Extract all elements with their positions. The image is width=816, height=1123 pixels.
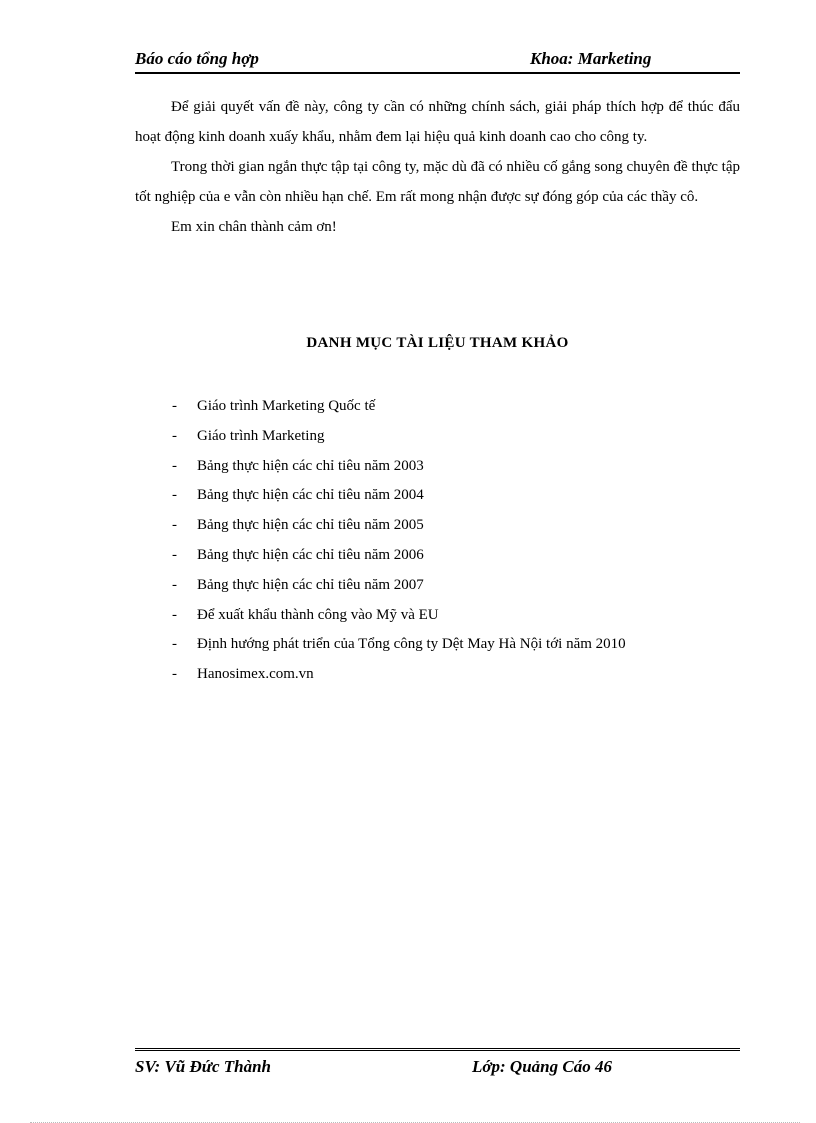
footer-class: Lớp: Quảng Cáo 46 bbox=[472, 1057, 612, 1076]
list-bullet: - bbox=[172, 546, 177, 563]
list-bullet: - bbox=[172, 457, 177, 474]
page-footer bbox=[135, 1048, 740, 1081]
reference-text: Bảng thực hiện các chỉ tiêu năm 2007 bbox=[197, 576, 424, 593]
body-paragraph: Để giải quyết vấn đề này, công ty cần có những chính sách, giải pháp thích hợp để thúc đẩu hoạt động kinh doanh xuấy khẩu, nhằm đem lại hiệu quả kinh doanh cao cho công ty. bbox=[135, 99, 740, 145]
reference-text: Hanosimex.com.vn bbox=[197, 666, 314, 683]
references-heading: DANH MỤC TÀI LIỆU THAM KHẢO bbox=[306, 335, 569, 351]
list-bullet: - bbox=[172, 636, 177, 653]
list-bullet: - bbox=[172, 398, 177, 414]
reference-text: Bảng thực hiện các chỉ tiêu năm 2005 bbox=[197, 517, 424, 534]
page-header bbox=[135, 48, 740, 74]
list-bullet: - bbox=[172, 427, 177, 444]
header-faculty: Khoa: Marketing bbox=[530, 49, 652, 68]
header-report-title: Báo cáo tổng hợp bbox=[135, 49, 259, 68]
reference-text: Bảng thực hiện các chỉ tiêu năm 2003 bbox=[197, 457, 424, 474]
footer-student-name: SV: Vũ Đức Thành bbox=[135, 1057, 271, 1076]
reference-text: Bảng thực hiện các chỉ tiêu năm 2006 bbox=[197, 546, 424, 563]
reference-text: Giáo trình Marketing Quốc tế bbox=[197, 398, 376, 414]
closing-line: Em xin chân thành cảm ơn! bbox=[171, 219, 337, 235]
list-bullet: - bbox=[172, 517, 177, 534]
body-paragraph: Trong thời gian ngắn thực tập tại công ty, mặc dù đã có nhiều cố gắng song chuyên đề thực tập tốt nghiệp của e vẫn còn nhiều hạn chế. Em rất mong nhận được sự đóng góp của các thầy cô. bbox=[135, 159, 740, 205]
list-bullet: - bbox=[172, 606, 177, 623]
reference-text: Giáo trình Marketing bbox=[197, 427, 325, 444]
reference-text: Định hướng phát triển của Tổng công ty Dệt May Hà Nội tới năm 2010 bbox=[197, 636, 626, 653]
list-bullet: - bbox=[172, 666, 177, 683]
list-bullet: - bbox=[172, 576, 177, 593]
body-text bbox=[135, 92, 740, 242]
list-bullet: - bbox=[172, 487, 177, 504]
reference-text: Để xuất khẩu thành công vào Mỹ và EU bbox=[197, 606, 439, 623]
reference-text: Bảng thực hiện các chỉ tiêu năm 2004 bbox=[197, 487, 424, 504]
